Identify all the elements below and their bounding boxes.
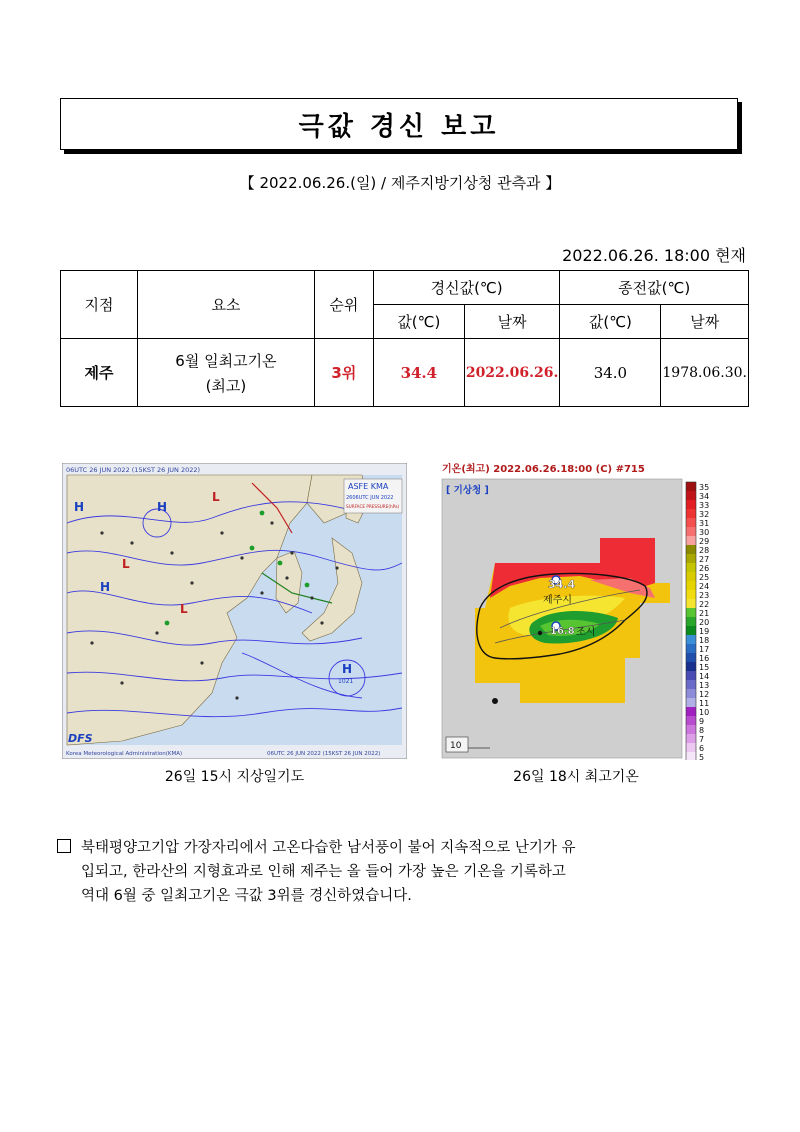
cell-new-date: 2022.06.26.: [464, 339, 560, 407]
colorbar-label: 13: [699, 681, 710, 690]
cell-prev-value: 34.0: [560, 339, 661, 407]
colorbar-swatch: [686, 635, 696, 644]
header-new-date-sub: 날짜: [464, 305, 560, 339]
colorbar-swatch: [686, 662, 696, 671]
colorbar-swatch: [686, 689, 696, 698]
map-footer-left: Korea Meteorological Administration(KMA): [66, 751, 183, 757]
colorbar-swatch: [686, 725, 696, 734]
note-line-1: 북태평양고기압 가장자리에서 고온다습한 남서풍이 불어 지속적으로 난기가 유: [81, 840, 576, 856]
colorbar-label: 28: [699, 546, 710, 555]
colorbar-swatch: [686, 653, 696, 662]
colorbar-label: 18: [699, 636, 710, 645]
colorbar-swatch: [686, 590, 696, 599]
colorbar-label: 31: [699, 519, 710, 528]
pressure-center-1: H: [74, 500, 85, 514]
colorbar-swatch: [686, 599, 696, 608]
pressure-center-5: L: [212, 490, 220, 504]
header-new-value-sub: 값(℃): [373, 305, 464, 339]
colorbar-swatch: [686, 545, 696, 554]
pressure-center-2: L: [122, 557, 130, 571]
high-value: 1021: [338, 678, 354, 685]
scale-label: 10: [450, 741, 462, 751]
header-rank: 순위: [314, 271, 373, 339]
city-jeju: 제주시: [543, 595, 572, 606]
note-line-3: 역대 6월 중 일최고기온 극값 3위를 경신하였습니다.: [81, 888, 412, 904]
map-footer-right: 06UTC 26 JUN 2022 (15KST 26 JUN 2022): [267, 751, 381, 757]
colorbar-label: 15: [699, 663, 710, 672]
as-of-time: 2022.06.26. 18:00 현재: [562, 246, 746, 265]
coast-point: [538, 631, 542, 635]
colorbar-swatch: [686, 626, 696, 635]
colorbar-label: 26: [699, 564, 710, 573]
colorbar: [686, 482, 709, 760]
cell-element: [137, 339, 314, 407]
colorbar-swatch: [686, 554, 696, 563]
colorbar-label: 27: [699, 555, 710, 564]
cell-element-line1: 6월 일최고기온: [175, 351, 277, 370]
colorbar-label: 16: [699, 654, 710, 663]
summary-note: [57, 836, 747, 908]
colorbar-label: 30: [699, 528, 710, 537]
colorbar-swatch: [686, 716, 696, 725]
pressure-center-4: H: [157, 500, 168, 514]
colorbar-label: 34: [699, 492, 710, 501]
colorbar-label: 20: [699, 618, 710, 627]
colorbar-swatch: [686, 698, 696, 707]
colorbar-label: 22: [699, 600, 710, 609]
colorbar-label: 12: [699, 690, 710, 699]
colorbar-swatch: [686, 572, 696, 581]
colorbar-swatch: [686, 671, 696, 680]
island-point: [492, 698, 498, 704]
colorbar-label: 7: [699, 735, 705, 744]
report-title: 극값 경신 보고: [298, 111, 500, 142]
colorbar-swatch: [686, 536, 696, 545]
colorbar-swatch: [686, 707, 696, 716]
colorbar-swatch: [686, 491, 696, 500]
min-temp-label: 16.8: [550, 626, 575, 637]
colorbar-label: 19: [699, 627, 710, 636]
colorbar-swatch: [686, 509, 696, 518]
colorbar-label: 6: [699, 744, 705, 753]
label-surface: SURFACE PRESSURE(hPa): [346, 504, 400, 509]
colorbar-swatch: [686, 743, 696, 752]
label-asfe: ASFE KMA: [348, 482, 389, 491]
colorbar-label: 29: [699, 537, 710, 546]
pressure-center-7: H: [342, 662, 353, 676]
weather-map-caption: 26일 15시 지상일기도: [164, 769, 305, 785]
pressure-center-6: L: [180, 602, 188, 616]
colorbar-label: 25: [699, 573, 710, 582]
colorbar-label: 32: [699, 510, 710, 519]
max-temp-label: 34.4: [548, 578, 576, 591]
colorbar-swatch: [686, 608, 696, 617]
cell-element-line2: (최고): [205, 376, 247, 395]
colorbar-swatch: [686, 563, 696, 572]
header-prev-date-sub: 날짜: [661, 305, 749, 339]
colorbar-label: 5: [699, 753, 705, 760]
colorbar-label: 17: [699, 645, 710, 654]
colorbar-label: 9: [699, 717, 705, 726]
max-temperature-map: [440, 458, 712, 760]
colorbar-swatch: [686, 527, 696, 536]
header-prev-value: 종전값(℃): [560, 271, 749, 305]
colorbar-label: 14: [699, 672, 710, 681]
colorbar-swatch: [686, 581, 696, 590]
colorbar-label: 8: [699, 726, 705, 735]
surface-weather-map: [62, 463, 407, 759]
cell-station: 제주: [61, 339, 138, 407]
colorbar-label: 33: [699, 501, 710, 510]
colorbar-swatch: [686, 680, 696, 689]
label-time: 2606UTC JUN 2022: [346, 495, 394, 501]
colorbar-swatch: [686, 482, 696, 491]
temp-map-caption: 26일 18시 최고기온: [513, 769, 639, 785]
colorbar-swatch: [686, 518, 696, 527]
header-element: 요소: [137, 271, 314, 339]
city-seogwipo: 조시: [576, 627, 596, 638]
header-station: 지점: [61, 271, 138, 339]
record-table: [60, 270, 749, 407]
cell-prev-date: 1978.06.30.: [661, 339, 749, 407]
temp-map-agency: [ 기상청 ]: [446, 485, 489, 496]
cell-new-value: 34.4: [373, 339, 464, 407]
colorbar-label: 21: [699, 609, 710, 618]
colorbar-swatch: [686, 617, 696, 626]
pressure-center-3: H: [100, 580, 111, 594]
colorbar-swatch: [686, 644, 696, 653]
colorbar-label: 10: [699, 708, 710, 717]
colorbar-label: 23: [699, 591, 710, 600]
temp-map-header: 기온(최고) 2022.06.26.18:00 (C) #715: [442, 464, 645, 475]
map-header-left: 06UTC 26 JUN 2022 (15KST 26 JUN 2022): [66, 466, 201, 474]
colorbar-swatch: [686, 500, 696, 509]
colorbar-swatch: [686, 752, 696, 760]
note-line-2: 입되고, 한라산의 지형효과로 인해 제주는 올 들어 가장 높은 기온을 기록하고: [81, 864, 566, 880]
colorbar-label: 11: [699, 699, 710, 708]
checkbox-bullet-icon: [57, 839, 71, 853]
report-subtitle: 【 2022.06.26.(일) / 제주지방기상청 관측과 】: [239, 174, 561, 192]
colorbar-label: 24: [699, 582, 710, 591]
colorbar-swatch: [686, 734, 696, 743]
report-title-box: [60, 98, 738, 150]
header-prev-value-sub: 값(℃): [560, 305, 661, 339]
dfs-logo: DFS: [68, 732, 93, 745]
colorbar-label: 35: [699, 483, 710, 492]
cell-rank: 3위: [314, 339, 373, 407]
header-new-value: 경신값(℃): [373, 271, 560, 305]
